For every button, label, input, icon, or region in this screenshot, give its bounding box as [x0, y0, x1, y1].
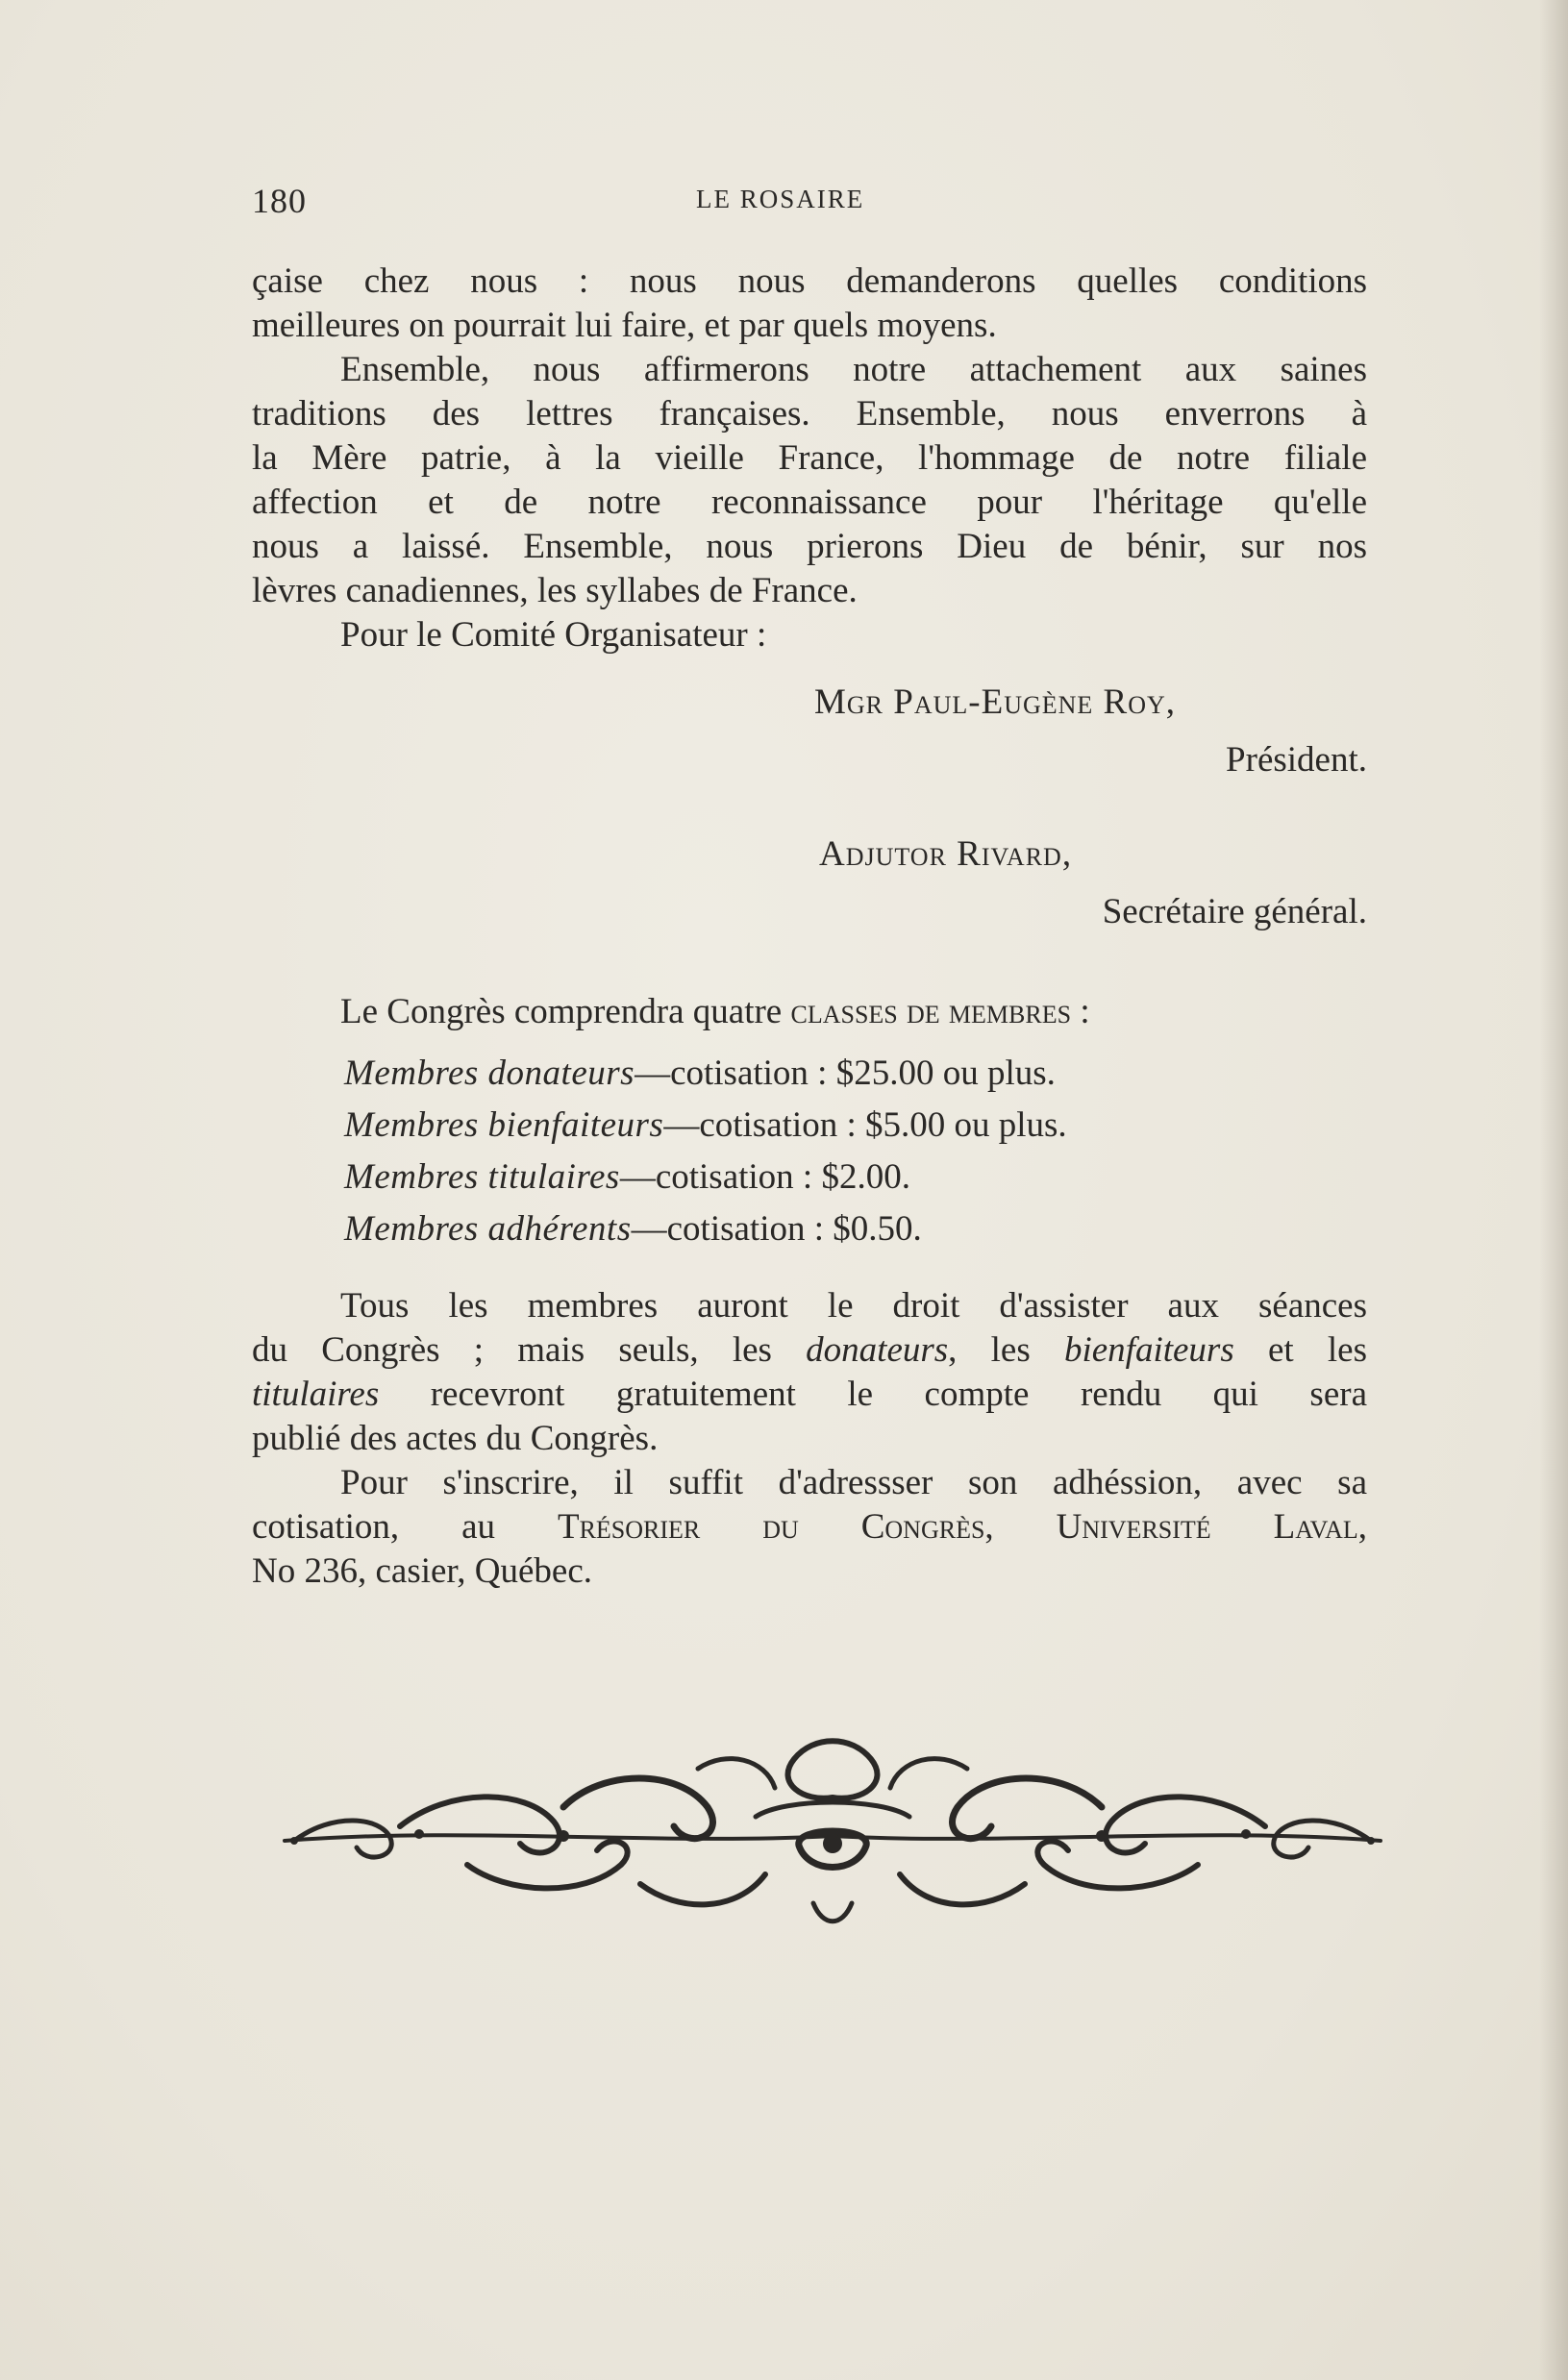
text-line: Ensemble, nous affirmerons notre attachement aux saines	[340, 350, 1367, 389]
membership-item: Membres adhérents—cotisation : $0.50.	[344, 1209, 922, 1249]
text-line: lèvres canadiennes, les syllabes de France.	[252, 571, 858, 610]
text-line: nous a laissé. Ensemble, nous prierons Dieu de bénir, sur nos	[252, 527, 1367, 566]
text-line: meilleures on pourrait lui faire, et par quels moyens.	[252, 306, 997, 345]
signature-block	[252, 681, 1367, 934]
membership-item: Membres bienfaiteurs—cotisation : $5.00 ou plus.	[344, 1105, 1067, 1145]
text-line: Pour le Comité Organisateur :	[340, 615, 767, 655]
signature-title-2: Secrétaire général.	[1102, 892, 1367, 931]
signature-name-2: Adjutor Rivard,	[819, 834, 1073, 874]
page-edge-shadow	[1539, 0, 1568, 2380]
text-line: publié des actes du Congrès.	[252, 1419, 659, 1458]
body-text-bottom	[252, 1284, 1367, 1594]
text-line: Pour s'inscrire, il suffit d'adressser son adhéssion, avec sa	[340, 1463, 1367, 1502]
text-line: affection et de notre reconnaissance pour l'héritage qu'elle	[252, 483, 1367, 522]
signature-title-1: Président.	[1226, 740, 1367, 780]
membership-section	[252, 990, 1367, 1255]
ornament-vignette	[275, 1730, 1390, 1942]
signature-name-1: Mgr Paul-Eugène Roy,	[814, 682, 1177, 722]
membership-item: Membres donateurs—cotisation : $25.00 ou plus.	[344, 1054, 1056, 1093]
text-line: Tous les membres auront le droit d'assister aux séances	[340, 1286, 1367, 1326]
text-line: No 236, casier, Québec.	[252, 1551, 592, 1591]
text-line: titulaires recevront gratuitement le compte rendu qui sera	[252, 1375, 1367, 1414]
text-line: cotisation, au Trésorier du Congrès, Université Laval,	[252, 1507, 1367, 1547]
membership-list	[252, 1048, 1367, 1255]
text-line: du Congrès ; mais seuls, les donateurs, les bienfaiteurs et les	[252, 1330, 1367, 1370]
page-header	[252, 181, 1367, 225]
body-text-top	[252, 260, 1367, 657]
membership-item: Membres titulaires—cotisation : $2.00.	[344, 1157, 910, 1197]
text-line: çaise chez nous : nous nous demanderons quelles conditions	[252, 261, 1367, 301]
classes-intro: Le Congrès comprendra quatre classes de membres :	[340, 992, 1090, 1031]
running-head: LE ROSAIRE	[696, 185, 865, 213]
text-line: traditions des lettres françaises. Ensemble, nous enverrons à	[252, 394, 1367, 434]
text-line: la Mère patrie, à la vieille France, l'hommage de notre filiale	[252, 438, 1367, 478]
page-number: 180	[252, 182, 307, 220]
